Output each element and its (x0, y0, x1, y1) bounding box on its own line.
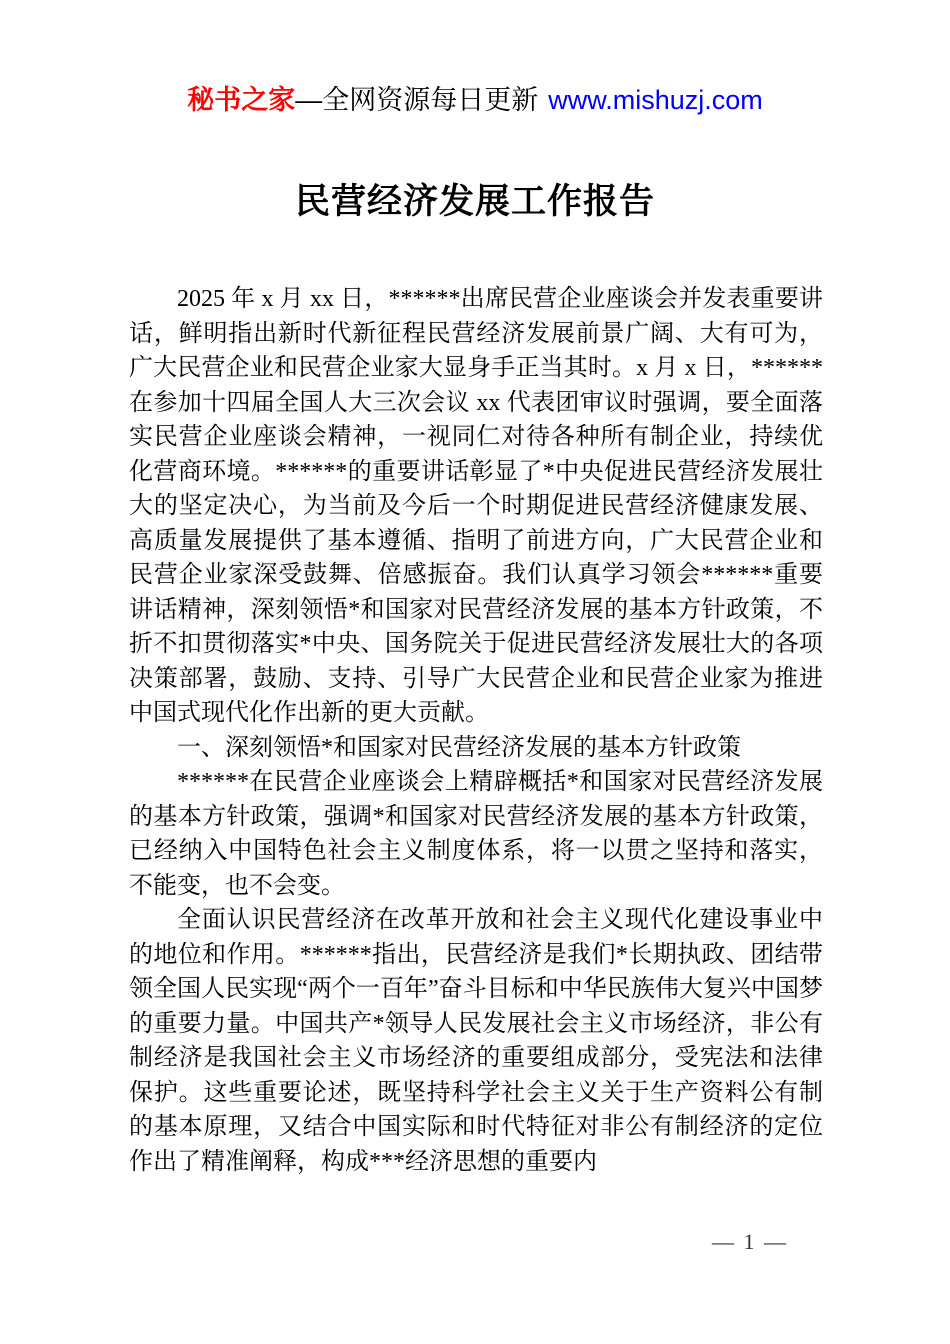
section-heading-1: 一、深刻领悟*和国家对民营经济发展的基本方针政策 (177, 734, 741, 761)
site-brand: 秘书之家 (187, 85, 296, 115)
site-url-link[interactable]: www.mishuzj.com (548, 85, 763, 115)
paragraph-section1-b: 全面认识民营经济在改革开放和社会主义现代化建设事业中的地位和作用。******指出，民营经济是我们*长期执政、团结带领全国人民实现“两个一百年”奋斗目标和中华民族伟大复兴中国梦的重要力量。中国共产*领导人民发展社会主义市场经济，非公有制经济是我国社会主义市场经济的重要组成部分，受宪法和法律保护。这些重要论述，既坚持科学社会主义关于生产资料公有制的基本原理，又结合中国实际和时代特征对非公有制经济的定位作出了精准阐释，构成***经济思想的重要内 (129, 907, 823, 1175)
paragraph-section1-a: ******在民营企业座谈会上精辟概括*和国家对民营经济发展的基本方针政策，强调*和国家对民营经济发展的基本方针政策，已经纳入中国特色社会主义制度体系，将一以贯之坚持和落实，不能变，也不会变。 (129, 769, 823, 899)
document-title: 民营经济发展工作报告 (294, 182, 655, 221)
site-header (0, 84, 950, 116)
document-body (129, 282, 823, 1179)
page-number: — 1 — (712, 1229, 788, 1254)
paragraph-intro: 2025 年 x 月 xx 日，******出席民营企业座谈会并发表重要讲话，鲜明指出新时代新征程民营经济发展前景广阔、大有可为，广大民营企业和民营企业家大显身手正当其时。x 月 x 日，******在参加十四届全国人大三次会议 xx 代表团审议时强调，要全面落实民营企业座谈会精神，一视同仁对待各种所有制企业，持续优化营商环境。******的重要讲话彰显了*中央促进民营经济发展壮大的坚定决心，为当前及今后一个时期促进民营经济健康发展、高质量发展提供了基本遵循、指明了前进方向，广大民营企业和民营企业家深受鼓舞、倍感振奋。我们认真学习领会******重要讲话精神，深刻领悟*和国家对民营经济发展的基本方针政策，不折不扣贯彻落实*中央、国务院关于促进民营经济发展壮大的各项决策部署，鼓励、支持、引导广大民营企业和民营企业家为推进中国式现代化作出新的更大贡献。 (129, 286, 823, 726)
site-tagline: —全网资源每日更新 (295, 85, 539, 115)
